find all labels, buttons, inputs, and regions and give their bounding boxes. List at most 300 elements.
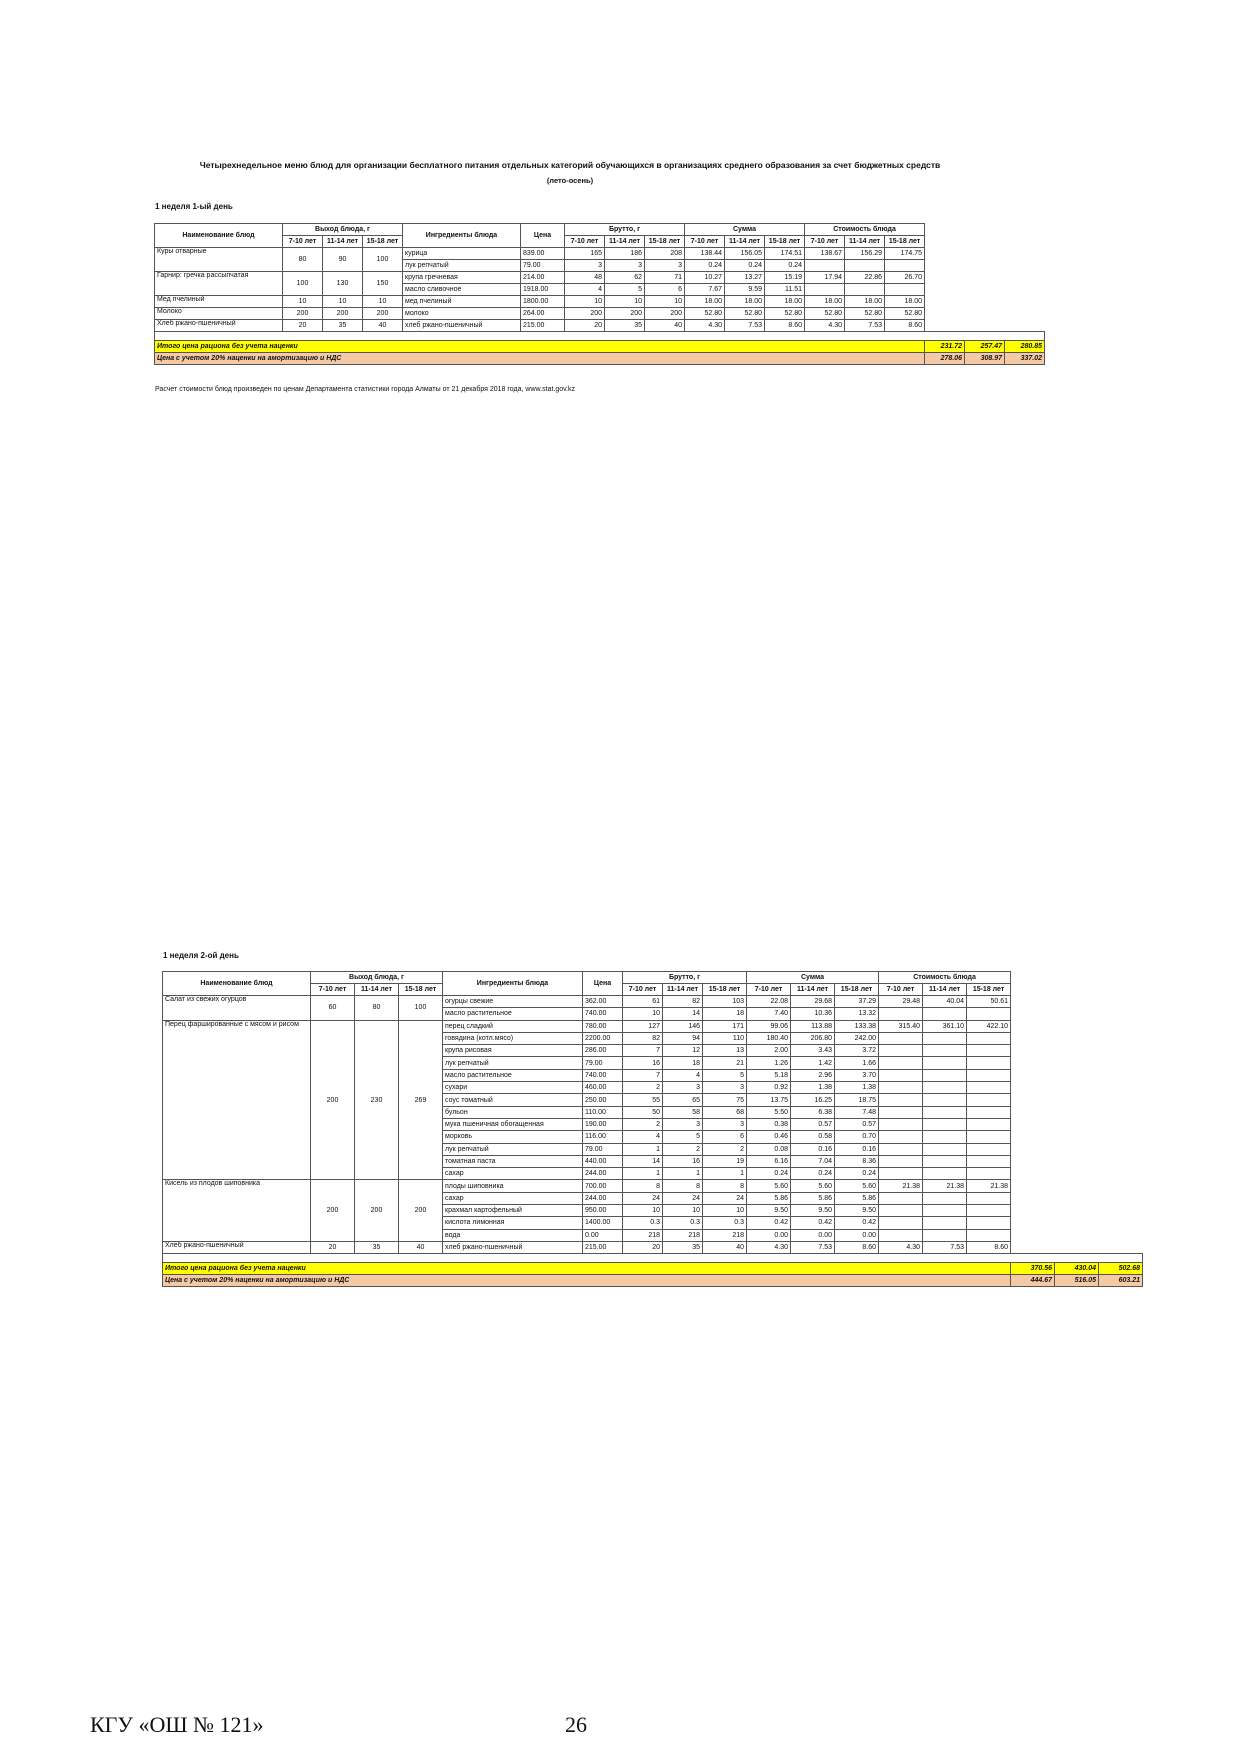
sum-value: 37.29 — [835, 996, 879, 1008]
total-row-value: 257.47 — [965, 341, 1005, 353]
ingredient-name: бульон — [443, 1106, 583, 1118]
header-age2: 11-14 лет — [791, 984, 835, 996]
brutto-value: 0.3 — [663, 1217, 703, 1229]
cost-value — [879, 1118, 923, 1130]
price-value: 214.00 — [521, 272, 565, 284]
brutto-value: 4 — [623, 1131, 663, 1143]
cost-value: 52.80 — [845, 308, 885, 320]
brutto-value: 186 — [605, 248, 645, 260]
ingredient-name: перец сладкий — [443, 1020, 583, 1032]
cost-value: 21.38 — [879, 1180, 923, 1192]
sum-value: 0.16 — [791, 1143, 835, 1155]
total-row-value: 280.85 — [1005, 341, 1045, 353]
cost-value — [923, 1229, 967, 1241]
cost-value — [967, 1192, 1011, 1204]
cost-value — [967, 1168, 1011, 1180]
header-brutto: Брутто, г — [623, 972, 747, 984]
sum-value: 9.50 — [747, 1205, 791, 1217]
brutto-value: 14 — [663, 1008, 703, 1020]
day1-label: 1 неделя 1-ый день — [155, 202, 233, 211]
brutto-value: 20 — [565, 320, 605, 332]
vat-row-value: 337.02 — [1005, 353, 1045, 365]
table-row — [163, 996, 1143, 1008]
header-age3: 15-18 лет — [835, 984, 879, 996]
sum-value: 7.04 — [791, 1155, 835, 1167]
total-row-label: Итого цена рациона без учета наценки — [155, 341, 925, 353]
header-age3: 15-18 лет — [967, 984, 1011, 996]
price-value: 1918.00 — [521, 284, 565, 296]
sum-value: 174.51 — [765, 248, 805, 260]
yield-value: 20 — [283, 320, 323, 332]
cost-value — [923, 1192, 967, 1204]
header-yield: Выход блюда, г — [283, 224, 403, 236]
brutto-value: 6 — [703, 1131, 747, 1143]
brutto-value: 2 — [703, 1143, 747, 1155]
cost-value — [923, 1205, 967, 1217]
sum-value: 7.67 — [685, 284, 725, 296]
ingredient-name: крупа рисовая — [443, 1045, 583, 1057]
price-value: 1800.00 — [521, 296, 565, 308]
price-value: 362.00 — [583, 996, 623, 1008]
vat-row-value: 444.67 — [1011, 1275, 1055, 1287]
brutto-value: 110 — [703, 1032, 747, 1044]
brutto-value: 12 — [663, 1045, 703, 1057]
cost-value — [845, 260, 885, 272]
cost-value — [923, 1008, 967, 1020]
table-row — [155, 272, 1045, 284]
sum-value: 0.24 — [791, 1168, 835, 1180]
cost-value — [923, 1168, 967, 1180]
price-value: 190.00 — [583, 1118, 623, 1130]
cost-value — [879, 1057, 923, 1069]
sum-value: 0.38 — [747, 1118, 791, 1130]
sum-value: 9.50 — [835, 1205, 879, 1217]
header-age1: 7-10 лет — [879, 984, 923, 996]
yield-value: 10 — [323, 296, 363, 308]
cost-value — [967, 1106, 1011, 1118]
header-price: Цена — [521, 224, 565, 248]
price-value: 950.00 — [583, 1205, 623, 1217]
price-value: 215.00 — [521, 320, 565, 332]
sum-value: 8.60 — [835, 1241, 879, 1253]
sum-value: 156.05 — [725, 248, 765, 260]
sum-value: 0.46 — [747, 1131, 791, 1143]
total-row-label: Итого цена рациона без учета наценки — [163, 1263, 1011, 1275]
price-value: 250.00 — [583, 1094, 623, 1106]
cost-value — [967, 1082, 1011, 1094]
sum-value: 242.00 — [835, 1032, 879, 1044]
brutto-value: 10 — [605, 296, 645, 308]
sum-value: 3.43 — [791, 1045, 835, 1057]
brutto-value: 82 — [623, 1032, 663, 1044]
brutto-value: 65 — [663, 1094, 703, 1106]
cost-value: 7.53 — [923, 1241, 967, 1253]
sum-value: 52.80 — [725, 308, 765, 320]
sum-value: 1.38 — [791, 1082, 835, 1094]
cost-value — [923, 1155, 967, 1167]
header-age2: 11-14 лет — [605, 236, 645, 248]
yield-value: 100 — [283, 272, 323, 296]
ingredient-name: говядина (котл.мясо) — [443, 1032, 583, 1044]
brutto-value: 1 — [623, 1143, 663, 1155]
dish-name: Перец фаршированные с мясом и рисом — [163, 1020, 311, 1180]
brutto-value: 24 — [623, 1192, 663, 1204]
yield-value: 10 — [363, 296, 403, 308]
cost-value — [879, 1008, 923, 1020]
total-row — [163, 1263, 1143, 1275]
total-row-value: 231.72 — [925, 341, 965, 353]
header-age1: 7-10 лет — [565, 236, 605, 248]
yield-value: 200 — [399, 1180, 443, 1241]
header-sum: Сумма — [747, 972, 879, 984]
yield-value: 80 — [355, 996, 399, 1021]
total-row-value: 502.68 — [1099, 1263, 1143, 1275]
day2-label: 1 неделя 2-ой день — [163, 951, 239, 960]
ingredient-name: сухари — [443, 1082, 583, 1094]
vat-row-value: 278.06 — [925, 353, 965, 365]
cost-value: 52.80 — [885, 308, 925, 320]
price-value: 244.00 — [583, 1168, 623, 1180]
cost-value: 4.30 — [805, 320, 845, 332]
sum-value: 18.00 — [765, 296, 805, 308]
brutto-value: 218 — [623, 1229, 663, 1241]
cost-value — [879, 1205, 923, 1217]
sum-value: 5.60 — [747, 1180, 791, 1192]
yield-value: 100 — [399, 996, 443, 1021]
cost-value — [967, 1131, 1011, 1143]
cost-value: 22.86 — [845, 272, 885, 284]
price-value: 839.00 — [521, 248, 565, 260]
header-row — [163, 972, 1143, 984]
price-value: 215.00 — [583, 1241, 623, 1253]
header-age2: 11-14 лет — [355, 984, 399, 996]
total-row — [155, 341, 1045, 353]
sum-value: 10.36 — [791, 1008, 835, 1020]
cost-value — [967, 1143, 1011, 1155]
price-value: 460.00 — [583, 1082, 623, 1094]
cost-value: 156.29 — [845, 248, 885, 260]
sum-value: 0.24 — [685, 260, 725, 272]
brutto-value: 50 — [623, 1106, 663, 1118]
header-age3: 15-18 лет — [765, 236, 805, 248]
sum-value: 0.24 — [747, 1168, 791, 1180]
yield-value: 200 — [323, 308, 363, 320]
brutto-value: 4 — [663, 1069, 703, 1081]
cost-value — [967, 1205, 1011, 1217]
yield-value: 230 — [355, 1020, 399, 1180]
sum-value: 99.06 — [747, 1020, 791, 1032]
cost-value: 8.60 — [885, 320, 925, 332]
cost-value — [923, 1143, 967, 1155]
cost-value — [967, 1069, 1011, 1081]
cost-value: 29.48 — [879, 996, 923, 1008]
cost-value: 8.60 — [967, 1241, 1011, 1253]
spacer-cell — [163, 1254, 1143, 1263]
header-age2: 11-14 лет — [923, 984, 967, 996]
header-ingredients: Ингредиенты блюда — [443, 972, 583, 996]
ingredient-name: морковь — [443, 1131, 583, 1143]
yield-value: 130 — [323, 272, 363, 296]
cost-value: 21.38 — [967, 1180, 1011, 1192]
price-value: 780.00 — [583, 1020, 623, 1032]
header-yield: Выход блюда, г — [311, 972, 443, 984]
brutto-value: 48 — [565, 272, 605, 284]
cost-value: 18.00 — [845, 296, 885, 308]
brutto-value: 0.3 — [703, 1217, 747, 1229]
brutto-value: 94 — [663, 1032, 703, 1044]
sum-value: 0.24 — [835, 1168, 879, 1180]
brutto-value: 3 — [663, 1082, 703, 1094]
sum-value: 9.59 — [725, 284, 765, 296]
sum-value: 29.68 — [791, 996, 835, 1008]
dish-name: Кисель из плодов шиповника — [163, 1180, 311, 1241]
cost-value — [879, 1069, 923, 1081]
brutto-value: 35 — [605, 320, 645, 332]
sum-value: 13.75 — [747, 1094, 791, 1106]
brutto-value: 1 — [623, 1168, 663, 1180]
ingredient-name: масло растительное — [443, 1008, 583, 1020]
brutto-value: 218 — [663, 1229, 703, 1241]
sum-value: 4.30 — [747, 1241, 791, 1253]
sum-value: 5.86 — [791, 1192, 835, 1204]
cost-value — [923, 1131, 967, 1143]
header-age2: 11-14 лет — [323, 236, 363, 248]
cost-value — [967, 1094, 1011, 1106]
vat-row — [155, 353, 1045, 365]
cost-value — [967, 1057, 1011, 1069]
page-title: Четырехнедельное меню блюд для организации бесплатного питания отдельных категорий обучающихся в организациях среднего образования за счет бюджетных средств — [199, 160, 941, 170]
brutto-value: 55 — [623, 1094, 663, 1106]
brutto-value: 4 — [565, 284, 605, 296]
sum-value: 0.00 — [835, 1229, 879, 1241]
cost-value — [967, 1217, 1011, 1229]
brutto-value: 3 — [605, 260, 645, 272]
ingredient-name: молоко — [403, 308, 521, 320]
header-age2: 11-14 лет — [845, 236, 885, 248]
ingredient-name: кислота лимонная — [443, 1217, 583, 1229]
brutto-value: 8 — [663, 1180, 703, 1192]
brutto-value: 208 — [645, 248, 685, 260]
header-age3: 15-18 лет — [645, 236, 685, 248]
brutto-value: 200 — [605, 308, 645, 320]
source-note: Расчет стоимости блюд произведен по ценам Департамента статистики города Алматы от 21 декабря 2018 года, www.stat.gov.kz — [155, 386, 576, 393]
cost-value — [879, 1155, 923, 1167]
cost-value — [879, 1032, 923, 1044]
ingredient-name: хлеб ржано-пшеничный — [403, 320, 521, 332]
cost-value: 4.30 — [879, 1241, 923, 1253]
footer-organization: КГУ «ОШ № 121» — [90, 1712, 264, 1737]
brutto-value: 10 — [703, 1205, 747, 1217]
brutto-value: 200 — [565, 308, 605, 320]
header-cost: Стоимость блюда — [805, 224, 925, 236]
brutto-value: 5 — [703, 1069, 747, 1081]
age-header-row — [155, 236, 1045, 248]
brutto-value: 2 — [663, 1143, 703, 1155]
ingredient-name: мед пчелиный — [403, 296, 521, 308]
brutto-value: 5 — [605, 284, 645, 296]
price-value: 2200.00 — [583, 1032, 623, 1044]
cost-value — [967, 1045, 1011, 1057]
brutto-value: 40 — [645, 320, 685, 332]
sum-value: 10.27 — [685, 272, 725, 284]
sum-value: 4.30 — [685, 320, 725, 332]
brutto-value: 3 — [645, 260, 685, 272]
brutto-value: 10 — [623, 1008, 663, 1020]
brutto-value: 24 — [663, 1192, 703, 1204]
price-value: 79.00 — [583, 1057, 623, 1069]
yield-value: 80 — [283, 248, 323, 272]
cost-value — [923, 1057, 967, 1069]
sum-value: 180.40 — [747, 1032, 791, 1044]
brutto-value: 127 — [623, 1020, 663, 1032]
header-cost: Стоимость блюда — [879, 972, 1011, 984]
brutto-value: 82 — [663, 996, 703, 1008]
price-value: 1400.00 — [583, 1217, 623, 1229]
cost-value — [879, 1082, 923, 1094]
vat-row — [163, 1275, 1143, 1287]
price-value: 286.00 — [583, 1045, 623, 1057]
cost-value — [879, 1131, 923, 1143]
cost-value — [805, 260, 845, 272]
ingredient-name: сахар — [443, 1168, 583, 1180]
price-value: 79.00 — [583, 1143, 623, 1155]
vat-row-value: 308.97 — [965, 353, 1005, 365]
header-price: Цена — [583, 972, 623, 996]
header-age1: 7-10 лет — [747, 984, 791, 996]
sum-value: 11.51 — [765, 284, 805, 296]
sum-value: 2.96 — [791, 1069, 835, 1081]
cost-value — [885, 260, 925, 272]
table-row — [155, 308, 1045, 320]
cost-value: 17.94 — [805, 272, 845, 284]
sum-value: 18.00 — [725, 296, 765, 308]
yield-value: 200 — [311, 1180, 355, 1241]
brutto-value: 10 — [623, 1205, 663, 1217]
cost-value: 361.10 — [923, 1020, 967, 1032]
price-value: 740.00 — [583, 1008, 623, 1020]
cost-value: 18.00 — [805, 296, 845, 308]
brutto-value: 6 — [645, 284, 685, 296]
header-age1: 7-10 лет — [311, 984, 355, 996]
brutto-value: 18 — [703, 1008, 747, 1020]
vat-row-value: 516.05 — [1055, 1275, 1099, 1287]
header-age3: 15-18 лет — [885, 236, 925, 248]
brutto-value: 10 — [663, 1205, 703, 1217]
ingredient-name: соус томатный — [443, 1094, 583, 1106]
cost-value — [879, 1143, 923, 1155]
sum-value: 206.80 — [791, 1032, 835, 1044]
ingredient-name: томатная паста — [443, 1155, 583, 1167]
ingredient-name: огурцы свежие — [443, 996, 583, 1008]
yield-value: 35 — [355, 1241, 399, 1253]
sum-value: 8.60 — [765, 320, 805, 332]
ingredient-name: сахар — [443, 1192, 583, 1204]
brutto-value: 1 — [703, 1168, 747, 1180]
header-dish: Наименование блюд — [163, 972, 311, 996]
sum-value: 7.40 — [747, 1008, 791, 1020]
cost-value — [967, 1155, 1011, 1167]
ingredient-name: вода — [443, 1229, 583, 1241]
brutto-value: 3 — [703, 1118, 747, 1130]
sum-value: 0.42 — [747, 1217, 791, 1229]
cost-value: 7.53 — [845, 320, 885, 332]
cost-value — [879, 1168, 923, 1180]
cost-value: 174.75 — [885, 248, 925, 260]
price-value: 110.00 — [583, 1106, 623, 1118]
price-value: 700.00 — [583, 1180, 623, 1192]
sum-value: 18.00 — [685, 296, 725, 308]
sum-value: 133.38 — [835, 1020, 879, 1032]
sum-value: 13.27 — [725, 272, 765, 284]
yield-value: 35 — [323, 320, 363, 332]
ingredient-name: масло сливочное — [403, 284, 521, 296]
yield-value: 10 — [283, 296, 323, 308]
sum-value: 52.80 — [765, 308, 805, 320]
brutto-value: 8 — [623, 1180, 663, 1192]
yield-value: 200 — [283, 308, 323, 320]
header-dish: Наименование блюд — [155, 224, 283, 248]
yield-value: 200 — [311, 1020, 355, 1180]
yield-value: 269 — [399, 1020, 443, 1180]
vat-row-label: Цена с учетом 20% наценки на амортизацию и НДС — [155, 353, 925, 365]
ingredient-name: курица — [403, 248, 521, 260]
sum-value: 0.70 — [835, 1131, 879, 1143]
dish-name: Куры отварные — [155, 248, 283, 272]
brutto-value: 35 — [663, 1241, 703, 1253]
yield-value: 20 — [311, 1241, 355, 1253]
cost-value — [879, 1217, 923, 1229]
price-value: 440.00 — [583, 1155, 623, 1167]
table-row — [155, 296, 1045, 308]
brutto-value: 10 — [565, 296, 605, 308]
sum-value: 5.50 — [747, 1106, 791, 1118]
sum-value: 13.32 — [835, 1008, 879, 1020]
dish-name: Хлеб ржано-пшеничный — [155, 320, 283, 332]
sum-value: 1.38 — [835, 1082, 879, 1094]
brutto-value: 1 — [663, 1168, 703, 1180]
ingredient-name: крупа гречневая — [403, 272, 521, 284]
header-age1: 7-10 лет — [805, 236, 845, 248]
brutto-value: 7 — [623, 1045, 663, 1057]
spacer-row — [155, 332, 1045, 341]
brutto-value: 103 — [703, 996, 747, 1008]
brutto-value: 58 — [663, 1106, 703, 1118]
header-age1: 7-10 лет — [283, 236, 323, 248]
yield-value: 60 — [311, 996, 355, 1021]
dish-name: Молоко — [155, 308, 283, 320]
dish-name: Салат из свежих огурцов — [163, 996, 311, 1021]
table-row — [163, 1020, 1143, 1032]
price-value: 244.00 — [583, 1192, 623, 1204]
day2-menu-table — [162, 971, 1143, 1287]
table-row — [163, 1241, 1143, 1253]
cost-value — [923, 1106, 967, 1118]
total-row-value: 370.56 — [1011, 1263, 1055, 1275]
spacer-row — [163, 1254, 1143, 1263]
brutto-value: 62 — [605, 272, 645, 284]
cost-value — [879, 1192, 923, 1204]
price-value: 79.00 — [521, 260, 565, 272]
brutto-value: 218 — [703, 1229, 747, 1241]
header-age3: 15-18 лет — [363, 236, 403, 248]
yield-value: 200 — [363, 308, 403, 320]
total-row-value: 430.04 — [1055, 1263, 1099, 1275]
brutto-value: 20 — [623, 1241, 663, 1253]
day1-menu-table — [154, 223, 1045, 365]
brutto-value: 24 — [703, 1192, 747, 1204]
price-value: 116.00 — [583, 1131, 623, 1143]
header-row — [155, 224, 1045, 236]
